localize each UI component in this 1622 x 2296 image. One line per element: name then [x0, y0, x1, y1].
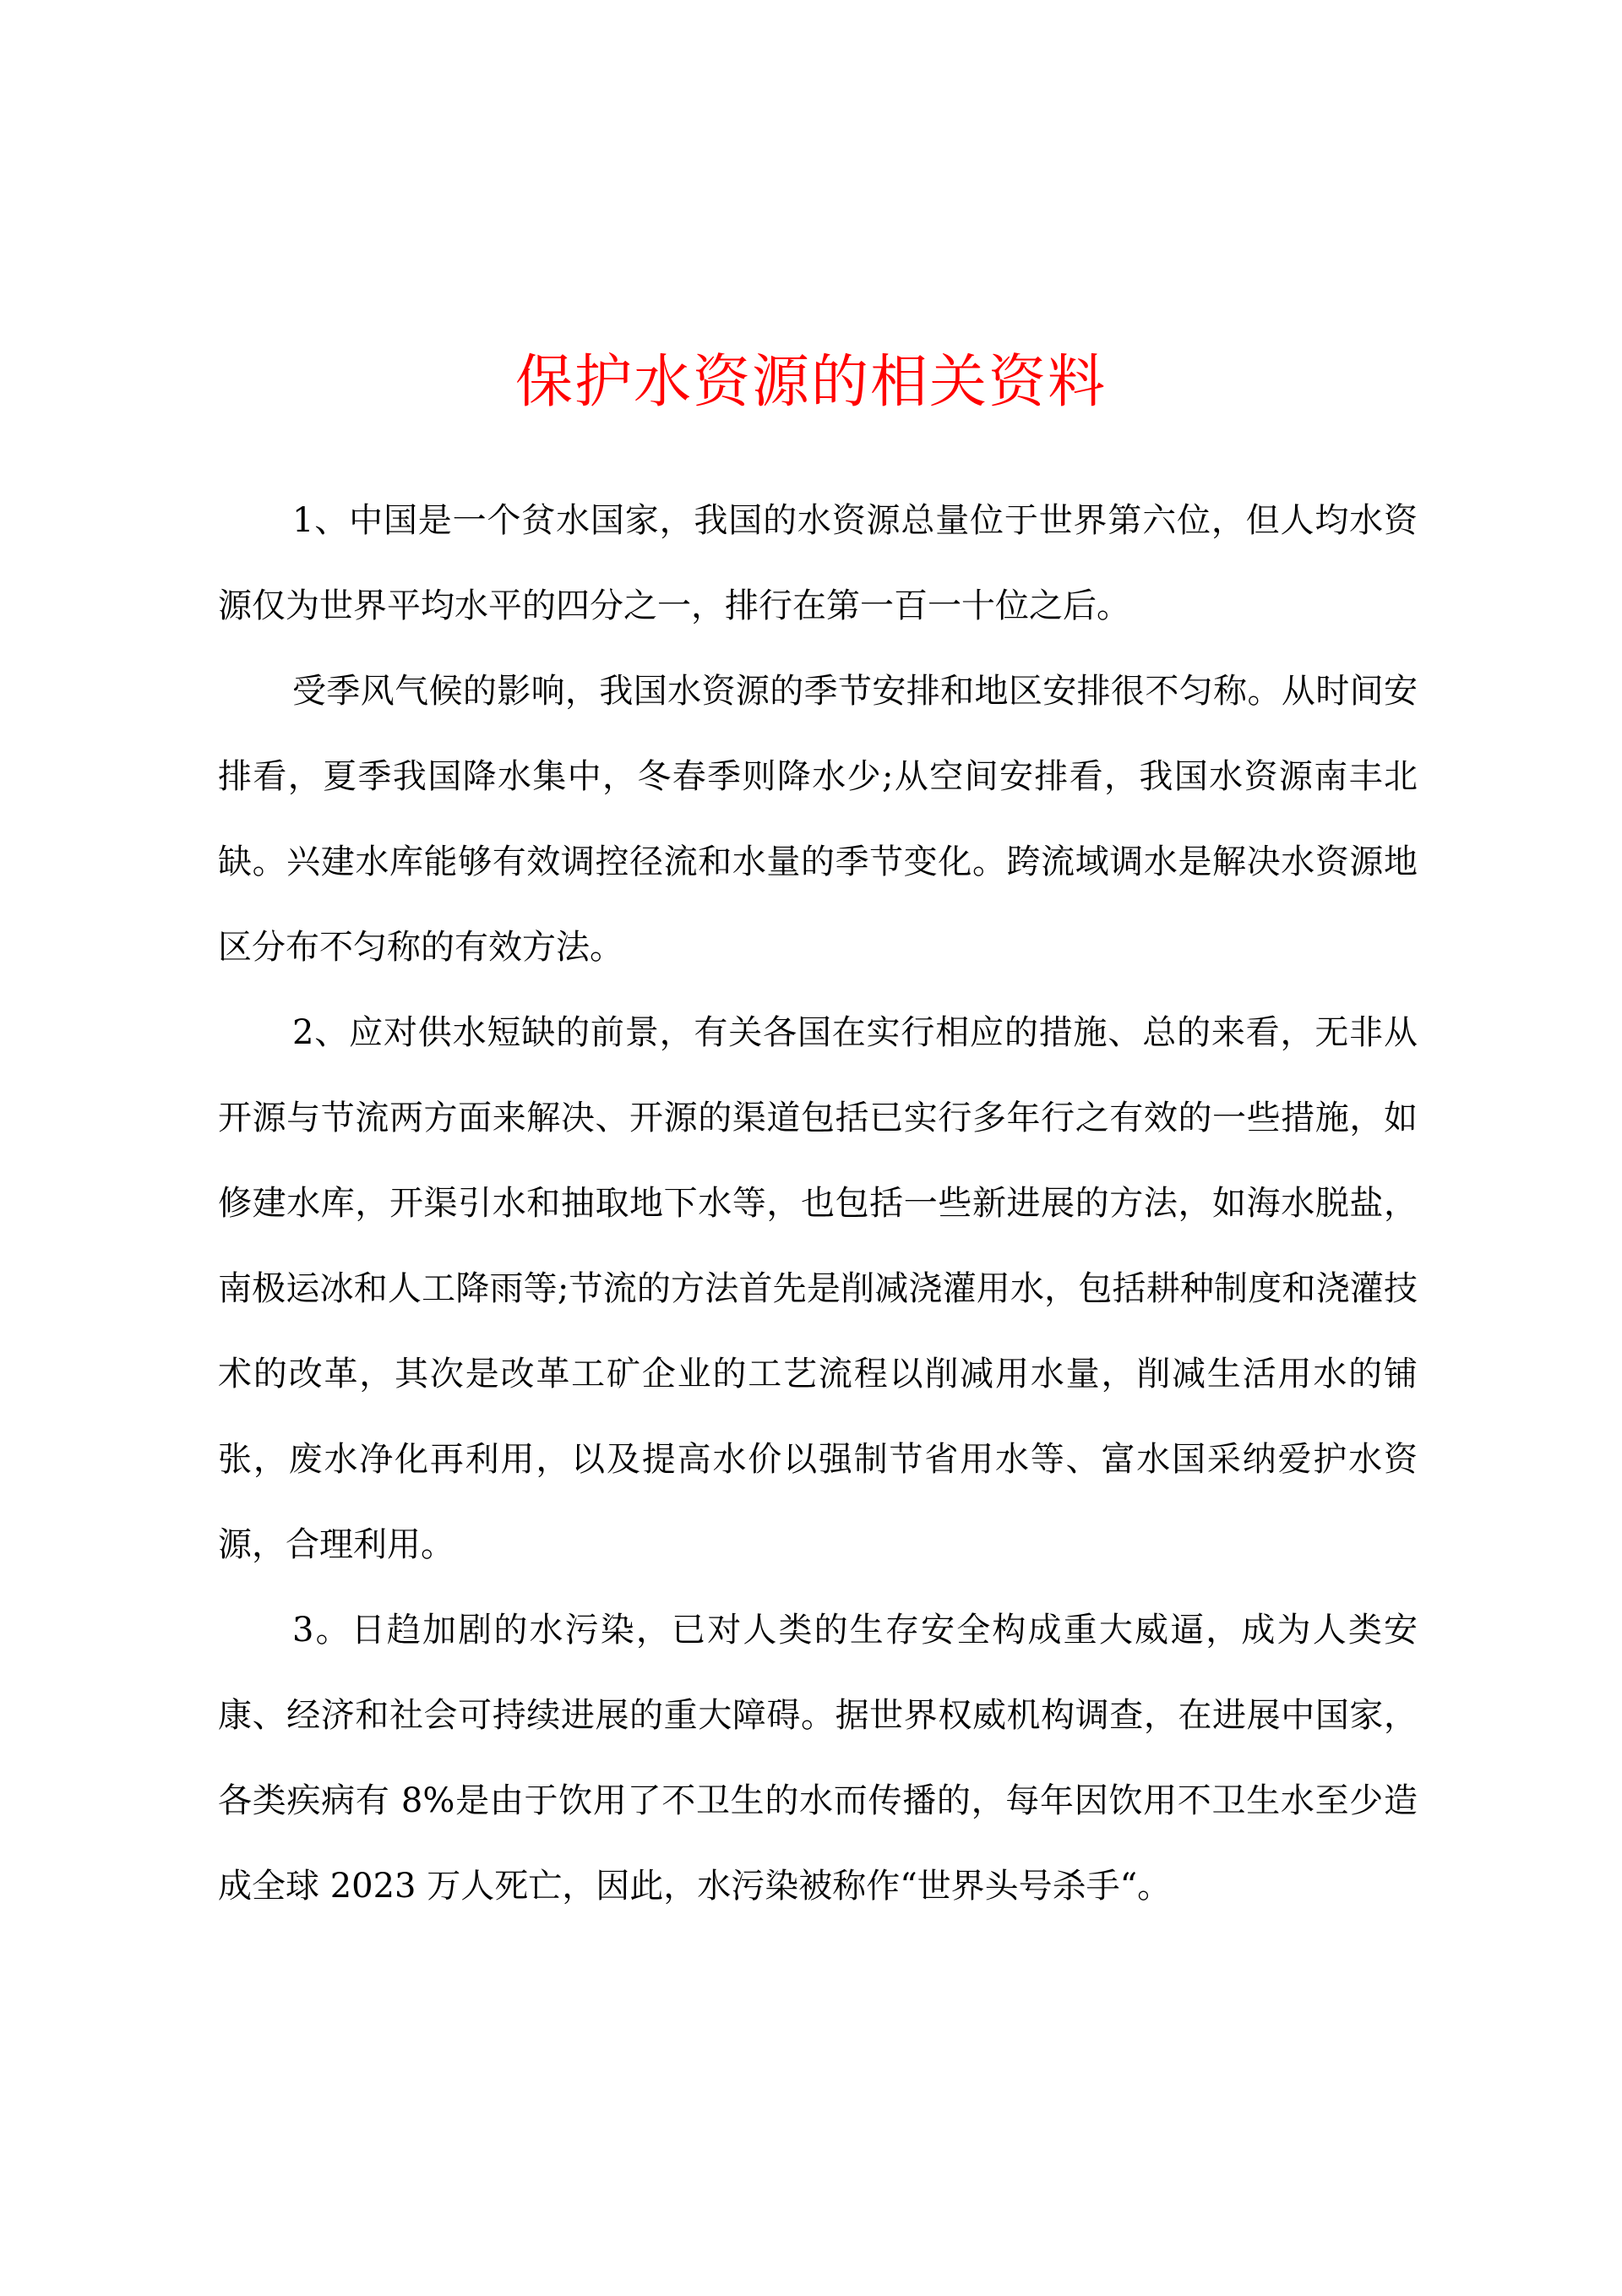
- document-body: [218, 478, 1418, 1929]
- paragraph-1: 1、中国是一个贫水国家，我国的水资源总量位于世界第六位，但人均水资源仅为世界平均水平的四分之一，排行在第一百一十位之后。: [218, 501, 1418, 625]
- paragraph-2: 受季风气候的影响，我国水资源的季节安排和地区安排很不匀称。从时间安排看，夏季我国降水集中，冬春季则降水少;从空间安排看，我国水资源南丰北缺。兴建水库能够有效调控径流和水量的季节变化。跨流域调水是解决水资源地区分布不匀称的有效方法。: [218, 672, 1418, 967]
- paragraph-3: 2、应对供水短缺的前景，有关各国在实行相应的措施、总的来看，无非从开源与节流两方面来解决、开源的渠道包括已实行多年行之有效的一些措施，如修建水库，开渠引水和抽取地下水等，也包括一些新进展的方法，如海水脱盐，南极运冰和人工降雨等;节流的方法首先是削减浇灌用水，包括耕种制度和浇灌技术的改革，其次是改革工矿企业的工艺流程以削减用水量，削减生活用水的铺张，废水净化再利用，以及提高水价以强制节省用水等、富水国采纳爱护水资源，合理利用。: [218, 1013, 1418, 1564]
- document-title: 保护水资源的相关资料: [514, 349, 1107, 416]
- paragraph-4: 3。日趋加剧的水污染，已对人类的生存安全构成重大威逼，成为人类安康、经济和社会可持续进展的重大障碍。据世界权威机构调查，在进展中国家，各类疾病有 8%是由于饮用了不卫生的水而传播的，每年因饮用不卫生水至少造成全球 2023 万人死亡，因此，水污染被称作“世界头号杀手“。: [218, 1611, 1418, 1906]
